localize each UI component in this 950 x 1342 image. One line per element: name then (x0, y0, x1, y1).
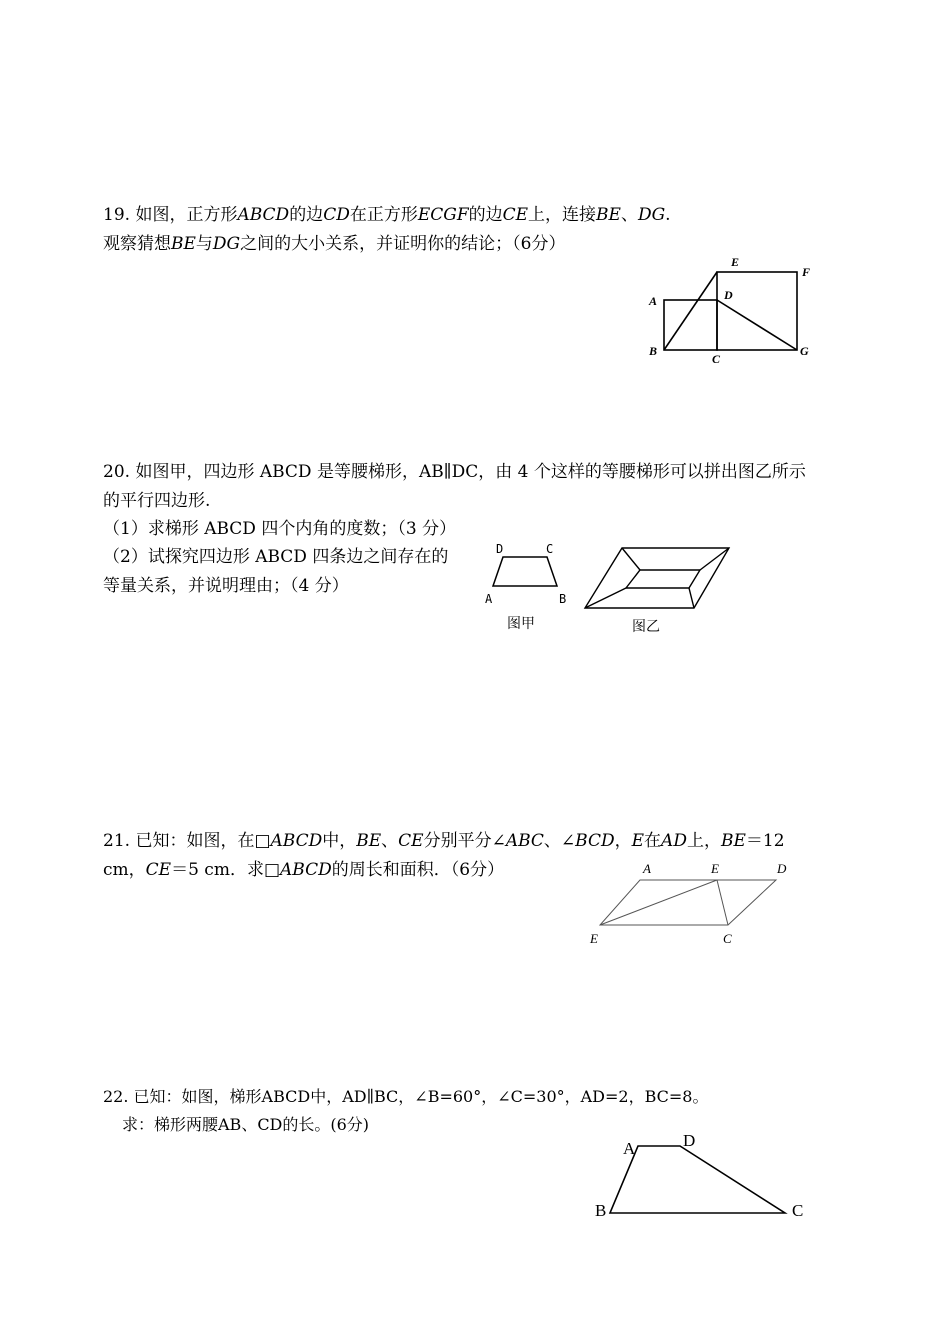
isosceles-trapezoid (493, 557, 557, 586)
segment-dg (717, 300, 797, 350)
q21-text: 的周长和面积．（6分） (331, 860, 505, 880)
q21-text: 上， (686, 831, 721, 851)
q19-var: CE (502, 205, 529, 225)
parallelogram-inner (626, 570, 700, 588)
label-e: E (711, 861, 719, 876)
q19-text: 之间的大小关系，并证明你的结论；（6分） (240, 234, 566, 254)
q20-line-1: 20. 如图甲，四边形 ABCD 是等腰梯形，AB∥DC，由 4 个这样的等腰梯形可以拼出图乙所示 (103, 462, 806, 482)
label-b: B (559, 592, 567, 606)
label-b: B (595, 1201, 607, 1220)
q21-var: □ABCD (263, 860, 332, 880)
q21-figure (585, 855, 805, 955)
q19-text: 19. 如图，正方形 (103, 205, 238, 225)
label-b: B (649, 344, 658, 358)
label-g: G (800, 344, 809, 358)
q19-line-2 (103, 233, 565, 255)
q20-line-5: 等量关系，并说明理由；（4 分） (103, 576, 349, 596)
q21-text: 、∠ (543, 831, 576, 851)
q21-line-1 (103, 830, 785, 852)
label-c: C (792, 1201, 804, 1220)
q20-line-3: （1）求梯形 ABCD 四个内角的度数；（3 分） (103, 519, 457, 539)
label-f: F (802, 265, 811, 279)
q22-line-1: 22. 已知：如图，梯形ABCD中，AD∥BC，∠B=60°，∠C=30°，AD=2，BC=8。 (103, 1087, 709, 1106)
q19-var: ECGF (417, 205, 469, 225)
label-a: A (623, 1139, 636, 1158)
q21-text: cm， (103, 860, 146, 880)
label-a: A (649, 294, 658, 308)
q19-text: . (665, 205, 671, 225)
segment-ce (717, 880, 728, 925)
q20-line-2: 的平行四边形. (103, 491, 211, 511)
q19-var: ABCD (237, 205, 290, 225)
q19-line-1 (103, 204, 671, 226)
square-abcd (664, 300, 717, 350)
label-d: D (724, 288, 733, 302)
connector (689, 588, 694, 608)
parallelogram-outer (585, 548, 729, 608)
connector (700, 548, 729, 570)
q21-var: E (631, 831, 645, 851)
label-e: E (731, 255, 740, 269)
caption-figure-b: 图乙 (632, 619, 660, 635)
label-c: C (712, 352, 721, 366)
q20-figure-b (580, 540, 740, 640)
q20-figure-a (480, 538, 580, 638)
q19-var: BE (596, 205, 621, 225)
q21-line-2 (103, 859, 504, 881)
q22-line-2: 求：梯形两腰AB、CD的长。(6分) (122, 1115, 370, 1134)
q21-var: BE (356, 831, 382, 851)
label-b: E (590, 931, 598, 946)
label-d: D (777, 861, 787, 876)
q21-var: BE (720, 831, 746, 851)
q21-var: ABC (505, 831, 544, 851)
q19-text: 上，连接 (528, 205, 597, 225)
segment-be (600, 880, 717, 925)
q21-text: ＝5 cm．求 (171, 860, 264, 880)
q21-var: □ABCD (254, 831, 323, 851)
q21-text: ， (614, 831, 632, 851)
q19-var: BE (171, 234, 196, 254)
q21-text: 21. 已知：如图，在 (103, 831, 255, 851)
q21-text: 中， (322, 831, 357, 851)
q21-text: 分别平分∠ (423, 831, 506, 851)
q19-text: 、 (620, 205, 638, 225)
q19-text: 与 (195, 234, 213, 254)
q19-text: 在正方形 (349, 205, 418, 225)
q19-var: DG (637, 205, 666, 225)
q19-figure (640, 250, 840, 370)
square-ecgf (717, 272, 797, 350)
label-c: C (546, 542, 554, 556)
q19-text: 的边 (289, 205, 324, 225)
parallelogram-abcd (600, 880, 776, 925)
trapezoid-abcd (610, 1146, 785, 1213)
q21-var: BCD (575, 831, 615, 851)
q19-text: 观察猜想 (103, 234, 171, 254)
label-d: D (496, 542, 504, 556)
q22-figure (590, 1130, 820, 1230)
caption-figure-a: 图甲 (507, 616, 535, 632)
connector (622, 548, 640, 570)
q21-var: CE (398, 831, 424, 851)
label-d: D (683, 1131, 696, 1150)
q19-text: 的边 (468, 205, 503, 225)
segment-be (664, 272, 717, 350)
q21-text: 、 (381, 831, 399, 851)
q20-line-4: （2）试探究四边形 ABCD 四条边之间存在的 (103, 547, 449, 567)
q21-text: 在 (644, 831, 662, 851)
q21-text: ＝12 (745, 831, 785, 851)
label-a: A (643, 861, 651, 876)
q21-var: CE (145, 860, 172, 880)
q19-var: DG (212, 234, 241, 254)
label-a: A (485, 592, 493, 606)
q19-var: CD (323, 205, 350, 225)
q21-var: AD (661, 831, 687, 851)
label-c: C (723, 931, 732, 946)
